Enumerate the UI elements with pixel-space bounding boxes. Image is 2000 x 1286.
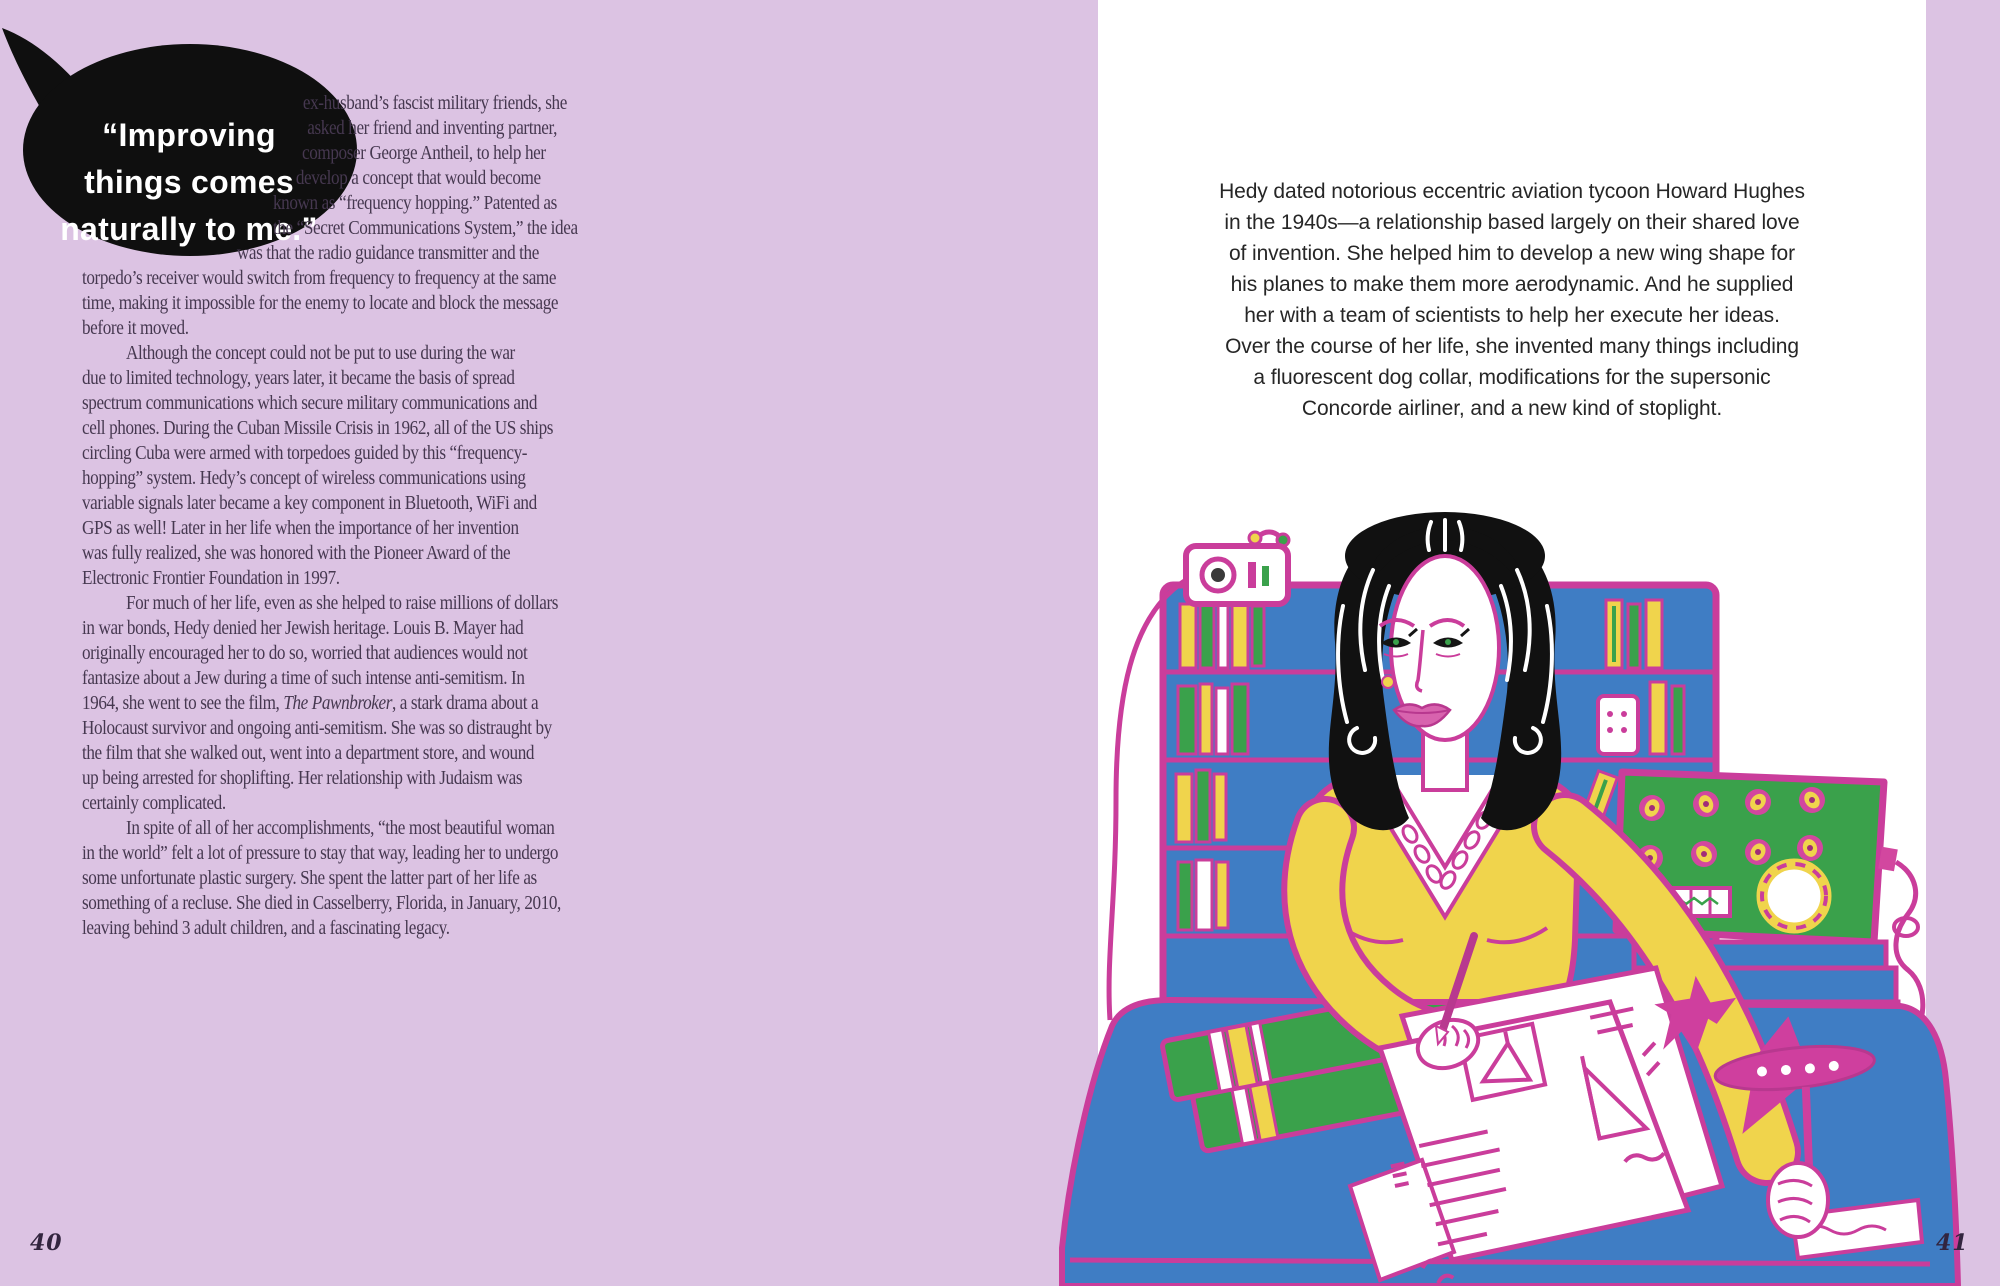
page-number-left: 40 xyxy=(30,1230,63,1256)
page-number-right: 41 xyxy=(1936,1230,1969,1256)
text-line: leaving behind 3 adult children, and a fascinating legacy. xyxy=(82,918,450,939)
hedy-at-desk-illustration xyxy=(1050,380,2000,1286)
text-line: some unfortunate plastic surgery. She spent the latter part of her life as xyxy=(82,868,537,889)
text-line: the film that she walked out, went into a department store, and wound xyxy=(82,743,535,764)
text-line: up being arrested for shoplifting. Her relationship with Judaism was xyxy=(82,768,523,789)
text-line: ex-husband’s fascist military friends, she xyxy=(302,93,567,114)
quote-line: things comes xyxy=(84,164,294,200)
text-line: her with a team of scientists to help her execute her ideas. xyxy=(1244,304,1780,327)
text-line: composer George Antheil, to help her xyxy=(302,143,546,164)
text-line: GPS as well! Later in her life when the importance of her invention xyxy=(82,518,519,539)
text-line: spectrum communications which secure military communications and xyxy=(82,393,538,414)
text-line: the “Secret Communications System,” the idea xyxy=(272,218,578,239)
quote-line: “Improving xyxy=(102,117,276,153)
text-line: in war bonds, Hedy denied her Jewish heritage. Louis B. Mayer had xyxy=(82,618,524,639)
text-span: , a stark drama about a xyxy=(392,693,539,714)
text-line: due to limited technology, years later, it became the basis of spread xyxy=(82,368,515,389)
holding-hand-icon xyxy=(1768,1163,1828,1237)
text-line: originally encouraged her to do so, worried that audiences would not xyxy=(82,643,528,664)
text-line: Electronic Frontier Foundation in 1997. xyxy=(82,568,340,589)
text-line: cell phones. During the Cuban Missile Crisis in 1962, all of the US ships xyxy=(82,418,554,439)
text-line: something of a recluse. She died in Casselberry, Florida, in January, 2010, xyxy=(82,893,561,914)
film-title: The Pawnbroker xyxy=(283,693,393,714)
text-line: in the world” felt a lot of pressure to stay that way, leading her to undergo xyxy=(82,843,559,864)
text-line: Hedy dated notorious eccentric aviation tycoon Howard Hughes xyxy=(1219,180,1805,203)
text-span: 1964, she went to see the film, xyxy=(82,693,284,714)
text-line: Concorde airliner, and a new kind of stoplight. xyxy=(1301,397,1723,420)
text-line: hopping” system. Hedy’s concept of wireless communications using xyxy=(82,468,526,489)
text-line: fantasize about a Jew during a time of such intense anti-semitism. In xyxy=(82,668,525,689)
text-line-with-film-title xyxy=(82,691,645,716)
text-line: torpedo’s receiver would switch from frequency to frequency at the same xyxy=(82,268,557,289)
text-line: before it moved. xyxy=(82,318,189,339)
text-line: Over the course of her life, she invented many things including xyxy=(1225,335,1799,358)
text-line: in the 1940s—a relationship based largely on their shared love xyxy=(1224,211,1800,234)
text-line: circling Cuba were armed with torpedoes guided by this “frequency- xyxy=(82,443,528,464)
text-line: In spite of all of her accomplishments, “the most beautiful woman xyxy=(126,818,555,839)
quote-line: naturally to me.” xyxy=(60,211,318,247)
text-line: time, making it impossible for the enemy to locate and block the message xyxy=(82,293,559,314)
text-line: a fluorescent dog collar, modifications for the supersonic xyxy=(1253,366,1771,389)
text-line: For much of her life, even as she helped to raise millions of dollars xyxy=(126,593,559,614)
text-line: was that the radio guidance transmitter and the xyxy=(236,243,539,264)
text-line: asked her friend and inventing partner, xyxy=(307,118,558,139)
text-line: certainly complicated. xyxy=(82,793,226,814)
text-line: variable signals later became a key component in Bluetooth, WiFi and xyxy=(82,493,537,514)
text-line: of invention. She helped him to develop a new wing shape for xyxy=(1228,242,1796,265)
earring-icon xyxy=(1382,676,1394,688)
text-line: his planes to make them more aerodynamic. And he supplied xyxy=(1230,273,1794,296)
text-line: known as “frequency hopping.” Patented as xyxy=(272,193,557,214)
text-line: develop a concept that would become xyxy=(295,168,541,189)
text-line: Holocaust survivor and ongoing anti-semitism. She was so distraught by xyxy=(82,718,552,739)
text-line: Although the concept could not be put to use during the war xyxy=(126,343,515,364)
left-page-body-text xyxy=(82,91,645,941)
text-line: was fully realized, she was honored with the Pioneer Award of the xyxy=(82,543,511,564)
